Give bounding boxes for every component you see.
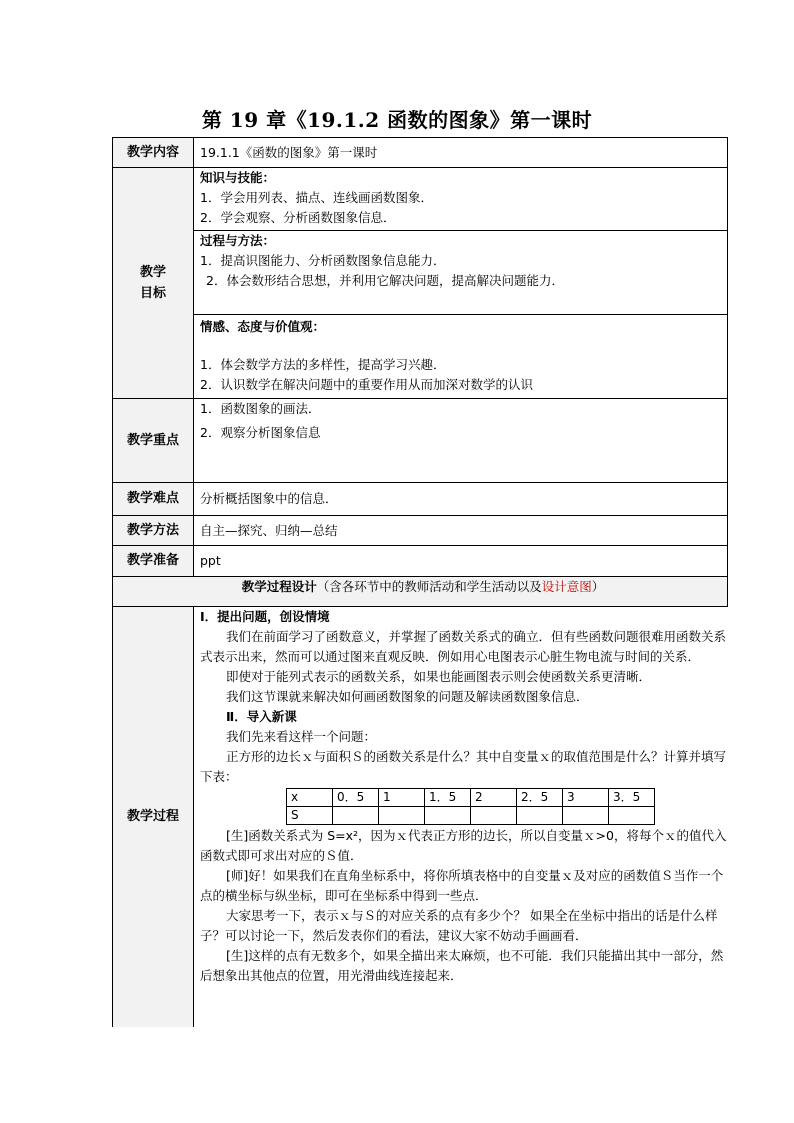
knowledge-item: 1．学会用列表、描点、连线画函数图象．: [200, 190, 433, 205]
section-1-title: Ⅰ．提出问题，创设情境: [200, 609, 330, 624]
process-header-end: ）: [591, 579, 605, 594]
row-process: [113, 607, 728, 1027]
emotion-item: 1．体会数学方法的多样性，提高学习兴趣．: [200, 357, 446, 372]
key-points-section: [194, 399, 728, 483]
process-method-item: 1．提高识图能力、分析函数图象信息能力．: [200, 253, 446, 268]
row-goals-knowledge: [113, 168, 728, 231]
paragraph: 正方形的边长ｘ与面积Ｓ的函数关系是什么？其中自变量ｘ的取值范围是什么？计算并填写下表：: [200, 749, 727, 784]
xs-cell: 2．5: [517, 789, 563, 807]
emotion-heading: 情感、态度与价值观：: [200, 319, 326, 334]
xs-cell: 3: [563, 789, 609, 807]
process-header-red: 设计意图: [541, 579, 592, 594]
paragraph: 我们这节课就来解决如何画函数图象的问题及解读函数图象信息．: [226, 689, 589, 704]
row-goals-process: [113, 231, 728, 315]
xs-cell: 1: [379, 789, 425, 807]
lesson-plan-table: [112, 137, 728, 1027]
process-header: [113, 577, 728, 607]
emotion-item: 2．认识数学在解决问题中的重要作用从而加深对数学的认识: [200, 377, 533, 392]
paragraph: 大家思考一下，表示ｘ与Ｓ的对应关系的点有多少个？ 如果全在坐标中指出的话是什么样子？可以讨论一下，然后发表你们的看法，建议大家不妨动手画画看．: [200, 908, 718, 943]
label-goals: [113, 168, 194, 399]
difficulty-value: 分析概括图象中的信息．: [194, 483, 728, 516]
content-value: 19.1.1《函数的图象》第一课时: [194, 138, 728, 168]
paragraph: [师]好！如果我们在直角坐标系中，将你所填表格中的自变量ｘ及对应的函数值Ｓ当作一个点的横坐标与纵坐标，即可在坐标系中得到一些点．: [200, 868, 724, 903]
label-goals-text: 教学目标: [139, 265, 166, 301]
key-point-item: 2．观察分析图象信息: [200, 425, 321, 440]
xs-empty-cell: [563, 807, 609, 825]
xs-cell: 0．5: [333, 789, 379, 807]
prep-value: ppt: [194, 546, 728, 577]
xs-empty-cell: [471, 807, 517, 825]
process-body: [194, 607, 728, 1027]
label-key-points: 教学重点: [113, 399, 194, 483]
xs-empty-cell: [609, 807, 655, 825]
emotion-section: [194, 315, 728, 399]
knowledge-section: [194, 168, 728, 231]
process-method-item: 2．体会数形结合思想，并利用它解决问题，提高解决问题能力．: [206, 273, 564, 288]
process-method-section: [194, 231, 728, 315]
row-method: [113, 516, 728, 546]
xs-empty-cell: [517, 807, 563, 825]
row-goals-emotion: [113, 315, 728, 399]
label-method: 教学方法: [113, 516, 194, 546]
label-content: 教学内容: [113, 138, 194, 168]
page-title: 第 19 章《19.1.2 函数的图象》第一课时: [201, 108, 593, 132]
xs-table-row-s: [287, 807, 655, 825]
xs-value-table: [286, 788, 655, 825]
knowledge-heading: 知识与技能：: [200, 170, 276, 185]
row-prep: [113, 546, 728, 577]
process-header-normal: （含各环节中的教师活动和学生活动以及: [316, 579, 542, 594]
xs-empty-cell: [379, 807, 425, 825]
xs-cell: 1．5: [425, 789, 471, 807]
knowledge-item: 2．学会观察、分析函数图象信息．: [200, 210, 396, 225]
process-header-bold: 教学过程设计: [241, 579, 317, 594]
xs-table-row-x: [287, 789, 655, 807]
row-key-points: [113, 399, 728, 483]
xs-cell: x: [287, 789, 333, 807]
row-process-header: [113, 577, 728, 607]
process-method-heading: 过程与方法：: [200, 233, 276, 248]
xs-cell: 3．5: [609, 789, 655, 807]
row-content: [113, 138, 728, 168]
key-point-item: 1．函数图象的画法．: [200, 401, 321, 416]
paragraph: [生]这样的点有无数多个，如果全描出来太麻烦，也不可能．我们只能描出其中一部分，然后想象出其他点的位置，用光滑曲线连接起来．: [200, 948, 724, 983]
xs-empty-cell: [333, 807, 379, 825]
xs-cell: 2: [471, 789, 517, 807]
label-process: 教学过程: [113, 607, 194, 1027]
xs-cell: S: [287, 807, 333, 825]
paragraph: 我们先来看这样一个问题：: [226, 729, 377, 744]
row-difficulty: [113, 483, 728, 516]
method-value: 自主—探究、归纳—总结: [194, 516, 728, 546]
label-difficulty: 教学难点: [113, 483, 194, 516]
section-2-title: Ⅱ．导入新课: [226, 709, 297, 724]
paragraph: 我们在前面学习了函数意义，并掌握了函数关系式的确立．但有些函数问题很难用函数关系式表示出来，然而可以通过图来直观反映．例如用心电图表示心脏生物电流与时间的关系．: [200, 629, 727, 664]
paragraph: [生]函数关系式为 S=x²，因为ｘ代表正方形的边长，所以自变量ｘ>0，将每个ｘ的值代入函数式即可求出对应的Ｓ值．: [200, 828, 727, 863]
xs-empty-cell: [425, 807, 471, 825]
paragraph: 即使对于能列式表示的函数关系，如果也能画图表示则会使函数关系更清晰．: [226, 669, 652, 684]
label-prep: 教学准备: [113, 546, 194, 577]
